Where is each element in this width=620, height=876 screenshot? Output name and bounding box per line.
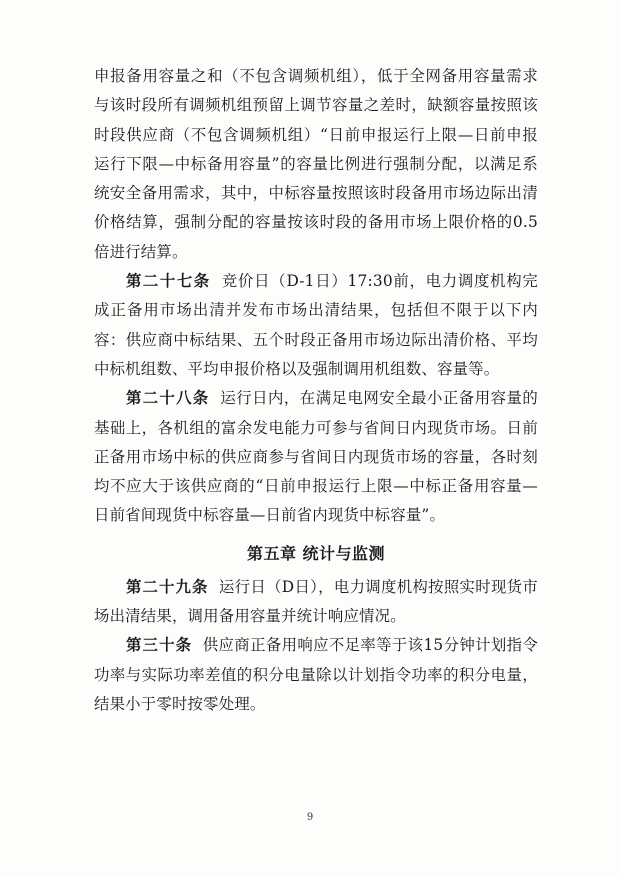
article-29-label: 第二十九条 <box>126 577 209 596</box>
article-29-text: 运行日（D日），电力调度机构按照实时现货市场出清结果，调用备用容量并统计响应情况。 <box>94 577 538 626</box>
article-30-text: 供应商正备用响应不足率等于该15分钟计划指令功率与实际功率差值的积分电量除以计划指令功率的积分电量，结果小于零时按零处理。 <box>94 636 538 713</box>
chapter-heading: 第五章 统计与监测 <box>246 543 386 563</box>
paragraph-continuation: 申报备用容量之和（不包含调频机组），低于全网备用容量需求与该时段所有调频机组预留上调节容量之差时，缺额容量按照该时段供应商（不包含调频机组）“日前申报运行上限—日前申报运行下限—中标备用容量”的容量比例进行强制分配，以满足系统安全备用需求，其中，中标容量按照该时段备用市场边际出清价格结算，强制分配的容量按该时段的备用市场上限价格的0.5倍进行结算。 <box>94 67 538 261</box>
article-28-text: 运行日内，在满足电网安全最小正备用容量的基础上，各机组的富余发电能力可参与省间日内现货市场。日前正备用市场中标的供应商参与省间日内现货市场的容量，各时刻均不应大于该供应商的“日前申报运行上限—中标正备用容量—日前省间现货中标容量—日前省内现货中标容量”。 <box>94 389 538 525</box>
article-30 <box>94 631 538 719</box>
document-body <box>94 62 538 719</box>
article-27-label: 第二十七条 <box>126 272 211 291</box>
page-number: 9 <box>306 812 314 823</box>
article-27 <box>94 267 538 384</box>
article-28 <box>94 384 538 530</box>
article-28-label: 第二十八条 <box>126 389 210 408</box>
article-27-text: 竞价日（D-1日）17:30前，电力调度机构完成正备用市场出清并发布市场出清结果，包括但不限于以下内容：供应商中标结果、五个时段正备用市场边际出清价格、平均中标机组数、平均申报价格以及强制调用机组数、容量等。 <box>94 272 538 378</box>
article-29 <box>94 573 538 632</box>
article-30-label: 第三十条 <box>126 636 193 655</box>
